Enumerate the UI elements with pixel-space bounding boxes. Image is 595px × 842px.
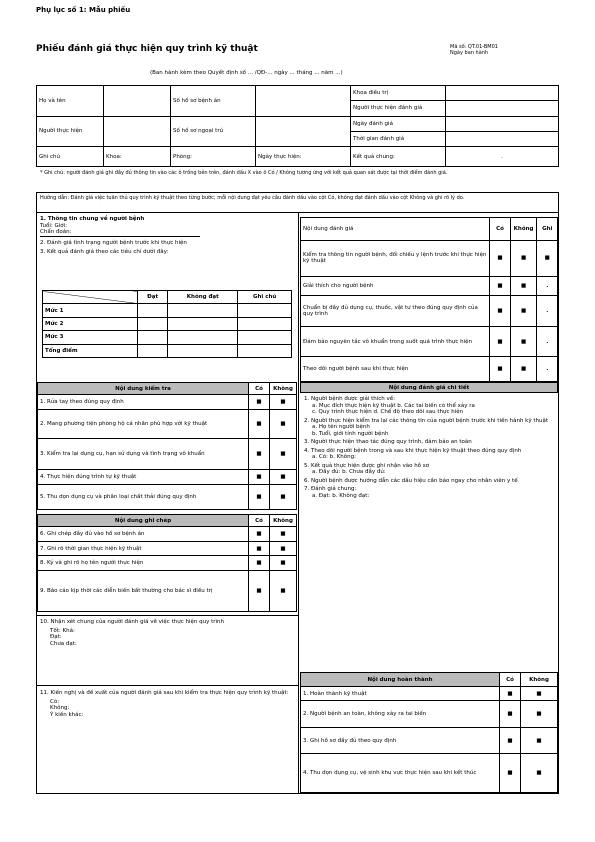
info-cell (446, 131, 559, 146)
rm-line: 4. Theo dõi người bệnh trong và sau khi thực hiện kỹ thuật theo đúng quy định (304, 447, 522, 454)
checkbox-no[interactable]: ■ (270, 410, 297, 439)
right-mid-header: Nội dung đánh giá chi tiết (300, 382, 558, 393)
grid-row-label: Tổng điểm (43, 344, 138, 357)
rb-header: Có (500, 673, 521, 687)
checkbox-yes[interactable]: ■ (249, 439, 270, 470)
rt-header: Nội dung đánh giá (301, 218, 490, 241)
grid-cell (168, 317, 238, 330)
grid-cell (168, 344, 238, 357)
info-cell: Ghi chú (37, 147, 104, 167)
checkbox-yes[interactable]: ■ (249, 570, 270, 611)
checkbox-no[interactable]: ■ (521, 727, 558, 753)
info-cell: Thời gian đánh giá (351, 131, 446, 146)
lb1-line: Tốt: Khá: (50, 627, 75, 634)
checkbox-yes[interactable]: ■ (500, 727, 521, 753)
checkbox-no[interactable]: ■ (270, 439, 297, 470)
checkbox-yes[interactable]: ■ (500, 754, 521, 793)
lm2-row-text: 9. Báo cáo kịp thời các diễn biến bất thường cho bác sĩ điều trị (38, 570, 249, 611)
grid-header: Không đạt (168, 291, 238, 304)
checkbox-no[interactable]: ■ (270, 470, 297, 485)
note-text: * Ghi chú: người đánh giá ghi đầy đủ thông tin vào các ô trống bên trên, đánh dấu X vào ô Có / Không tương ứng với kết quả quan sát được tại thời điểm đánh giá. (40, 170, 448, 176)
grid-cell (138, 317, 168, 330)
left-mid2-table (37, 514, 297, 612)
lt-line: Tuổi: Giới: (40, 222, 68, 229)
lm2-row-text: 7. Ghi rõ thời gian thực hiện kỹ thuật (38, 541, 249, 555)
checkbox-no[interactable]: ■ (270, 395, 297, 410)
lm-header: Có (249, 383, 270, 395)
lm-row-text: 2. Mang phương tiện phòng hộ cá nhân phù hợp với kỹ thuật (38, 410, 249, 439)
rt-row-text: Đảm bảo nguyên tắc vô khuẩn trong suốt quá trình thực hiện (301, 327, 490, 356)
info-cell (446, 86, 559, 101)
left-bottom-2 (40, 690, 294, 718)
info-cell: Người thực hiện đánh giá (351, 101, 446, 116)
checkbox-yes[interactable]: ■ (490, 327, 510, 356)
info-cell (104, 86, 171, 117)
lt-line: 1. Thông tin chung về người bệnh (40, 216, 145, 222)
form-subtitle: (Ban hành kèm theo Quyết định số ... /QĐ-... ngày ... tháng ... năm ...) (150, 70, 343, 76)
info-cell (446, 101, 559, 116)
checkbox-note[interactable]: . (537, 295, 558, 327)
lt-line: Chẩn đoán: (40, 229, 200, 237)
form-label: Phụ lục số 1: Mẫu phiếu (36, 6, 131, 14)
lm2-header: Không (270, 515, 297, 527)
checkbox-yes[interactable]: ■ (490, 276, 510, 295)
lb2-line: Ý kiến khác: (50, 711, 84, 718)
rm-line: c. Quy trình thực hiện d. Chế độ theo dõi sau thực hiện (312, 409, 464, 415)
left-mid-table (37, 382, 297, 510)
lb2-line: Không: (50, 705, 70, 711)
lm-header: Nội dung kiểm tra (38, 383, 249, 395)
info-cell (256, 116, 351, 147)
right-bottom-table (300, 672, 558, 793)
checkbox-no[interactable]: ■ (510, 356, 537, 381)
rt-header: Có (490, 218, 510, 241)
rm-line: a. Đạt: b. Không đạt: (312, 492, 370, 499)
lt-line: 3. Kết quả đánh giá theo các tiêu chí dưới đây: (40, 249, 169, 255)
form-title: Phiếu đánh giá thực hiện quy trình kỹ thuật (36, 44, 258, 54)
checkbox-yes[interactable]: ■ (249, 410, 270, 439)
rt-row-text: Chuẩn bị đầy đủ dụng cụ, thuốc, vật tư theo đúng quy định của quy trình (301, 295, 490, 327)
grid-cell (168, 304, 238, 317)
lm-row-text: 3. Kiểm tra lại dụng cụ, hạn sử dụng và tình trạng vô khuẩn (38, 439, 249, 470)
rt-row-text: Giải thích cho người bệnh (301, 276, 490, 295)
rm-line: 6. Người bệnh được hướng dẫn các dấu hiệu cần báo ngay cho nhân viên y tế (304, 477, 518, 484)
rt-row-text: Theo dõi người bệnh sau khi thực hiện (301, 356, 490, 381)
grid-cell (238, 317, 292, 330)
checkbox-yes[interactable]: ■ (249, 484, 270, 509)
lm-row-text: 1. Rửa tay theo đúng quy định (38, 395, 249, 410)
checkbox-yes[interactable]: ■ (490, 295, 510, 327)
grid-cell (138, 304, 168, 317)
rb-header: Không (521, 673, 558, 687)
form-code-line-1: Mã số: QT.01-BM01 (450, 44, 498, 50)
grid-cell (238, 344, 292, 357)
checkbox-yes[interactable]: ■ (249, 556, 270, 570)
info-cell: Ngày đánh giá (351, 116, 446, 131)
rm-line: 5. Kết quả thực hiện được ghi nhận vào hồ sơ (304, 462, 430, 469)
lb1-line: 10. Nhận xét chung của người đánh giá về việc thực hiện quy trình (40, 619, 225, 625)
grid-cell (168, 331, 238, 344)
rm-line: 3. Người thực hiện thao tác đúng quy trình, đảm bảo an toàn (304, 439, 472, 445)
instruction-text: Hướng dẫn: Đánh giá việc tuân thủ quy trình kỹ thuật theo từng bước; mỗi nội dung đạt yêu cầu đánh dấu vào cột Có, không đạt đánh dấu vào cột Không và ghi rõ lý do. (40, 195, 465, 201)
checkbox-note[interactable]: . (537, 276, 558, 295)
lt-line: 2. Đánh giá tình trạng người bệnh trước khi thực hiện (40, 239, 187, 246)
checkbox-yes[interactable]: ■ (500, 687, 521, 701)
rm-line: a. Đầy đủ: b. Chưa đầy đủ: (312, 469, 386, 475)
grid-row-label: Mức 2 (43, 317, 138, 330)
info-cell: Người thực hiện (37, 116, 104, 147)
column-divider (298, 212, 299, 794)
checkbox-yes[interactable]: ■ (249, 395, 270, 410)
checkbox-no[interactable]: ■ (521, 754, 558, 793)
lm2-row-text: 6. Ghi chép đầy đủ vào hồ sơ bệnh án (38, 527, 249, 541)
divider (36, 615, 298, 616)
checkbox-no[interactable]: ■ (510, 327, 537, 356)
info-cell: . (446, 147, 559, 167)
rm-line: 2. Người thực hiện kiểm tra lại các thông tin của người bệnh trước khi tiến hành kỹ thuật (304, 417, 549, 424)
grid-cell (238, 304, 292, 317)
checkbox-yes[interactable]: ■ (249, 541, 270, 555)
rm-line: a. Mục đích thực hiện kỹ thuật b. Các tai biến có thể xảy ra (312, 402, 475, 409)
lm-row-text: 4. Thực hiện đúng trình tự kỹ thuật (38, 470, 249, 485)
rb-row-text: 1. Hoàn thành kỹ thuật (301, 687, 500, 701)
lb2-line: Có: (50, 698, 60, 705)
info-cell: Khoa điều trị (351, 86, 446, 101)
rt-header: Không (510, 218, 537, 241)
rm-line: a. Họ tên người bệnh (312, 424, 370, 430)
right-mid-body (304, 396, 556, 499)
rm-line: 1. Người bệnh được giải thích về: (304, 396, 396, 402)
checkbox-no[interactable]: ■ (510, 295, 537, 327)
rm-line: a. Có: b. Không: (312, 454, 356, 460)
info-cell: Số hồ sơ ngoại trú (171, 116, 256, 147)
checkbox-no[interactable]: ■ (270, 484, 297, 509)
checkbox-no[interactable]: ■ (270, 570, 297, 611)
grid-row-label: Mức 1 (43, 304, 138, 317)
checkbox-no[interactable]: ■ (521, 701, 558, 727)
checkbox-yes[interactable]: ■ (500, 701, 521, 727)
grid-header (43, 291, 138, 304)
form-code-line-2: Ngày ban hành (450, 50, 489, 56)
lm2-header: Nội dung ghi chép (38, 515, 249, 527)
left-top-section (40, 216, 294, 256)
rb-row-text: 4. Thu dọn dụng cụ, vệ sinh khu vực thực hiện sau khi kết thúc (301, 754, 500, 793)
checkbox-no[interactable]: ■ (270, 541, 297, 555)
info-cell: Phòng: (171, 147, 256, 167)
lb2-line: 11. Kiến nghị và đề xuất của người đánh giá sau khi kiểm tra thực hiện quy trình kỹ thuật: (40, 690, 289, 696)
rt-row-text: Kiểm tra thông tin người bệnh, đối chiếu y lệnh trước khi thực hiện kỹ thuật (301, 241, 490, 277)
checkbox-yes[interactable]: ■ (249, 470, 270, 485)
lb1-line: Đạt: (50, 634, 62, 640)
info-cell (256, 86, 351, 117)
info-cell: Họ và tên (37, 86, 104, 117)
checkbox-no[interactable]: ■ (510, 276, 537, 295)
checkbox-note[interactable]: . (537, 327, 558, 356)
lm2-row-text: 8. Ký và ghi rõ họ tên người thực hiện (38, 556, 249, 570)
info-cell: Số hồ sơ bệnh án (171, 86, 256, 117)
checkbox-no[interactable]: ■ (521, 687, 558, 701)
checkbox-yes[interactable]: ■ (490, 241, 510, 277)
score-grid (42, 290, 292, 358)
info-table (36, 85, 559, 167)
left-bottom-1 (40, 619, 294, 647)
info-cell (446, 116, 559, 131)
checkbox-yes[interactable]: ■ (490, 356, 510, 381)
rb-row-text: 3. Ghi hồ sơ đầy đủ theo quy định (301, 727, 500, 753)
checkbox-no[interactable]: ■ (270, 556, 297, 570)
info-cell: Khoa: (104, 147, 171, 167)
info-cell (104, 116, 171, 147)
grid-row-label: Mức 3 (43, 331, 138, 344)
grid-header: Ghi chú (238, 291, 292, 304)
lb1-line: Chưa đạt: (50, 640, 77, 647)
grid-cell (138, 331, 168, 344)
info-cell: Kết quả chung: (351, 147, 446, 167)
grid-cell (238, 331, 292, 344)
rb-row-text: 2. Người bệnh an toàn, không xảy ra tai biến (301, 701, 500, 727)
divider (36, 685, 298, 686)
info-cell: Ngày thực hiện: (256, 147, 351, 167)
grid-header: Đạt (138, 291, 168, 304)
rm-line: 7. Đánh giá chung: (304, 486, 357, 492)
lm2-header: Có (249, 515, 270, 527)
checkbox-note[interactable]: . (537, 356, 558, 381)
checkbox-no[interactable]: ■ (270, 527, 297, 541)
right-top-table (300, 217, 558, 382)
checkbox-yes[interactable]: ■ (249, 527, 270, 541)
rt-header: Ghi (537, 218, 558, 241)
checkbox-note[interactable]: ■ (537, 241, 558, 277)
form-code (450, 44, 498, 56)
checkbox-no[interactable]: ■ (510, 241, 537, 277)
lm-row-text: 5. Thu dọn dụng cụ và phân loại chất thải đúng quy định (38, 484, 249, 509)
rb-header: Nội dung hoàn thành (301, 673, 500, 687)
lm-header: Không (270, 383, 297, 395)
grid-cell (138, 344, 168, 357)
rm-line: b. Tuổi, giới tính người bệnh (312, 430, 389, 437)
